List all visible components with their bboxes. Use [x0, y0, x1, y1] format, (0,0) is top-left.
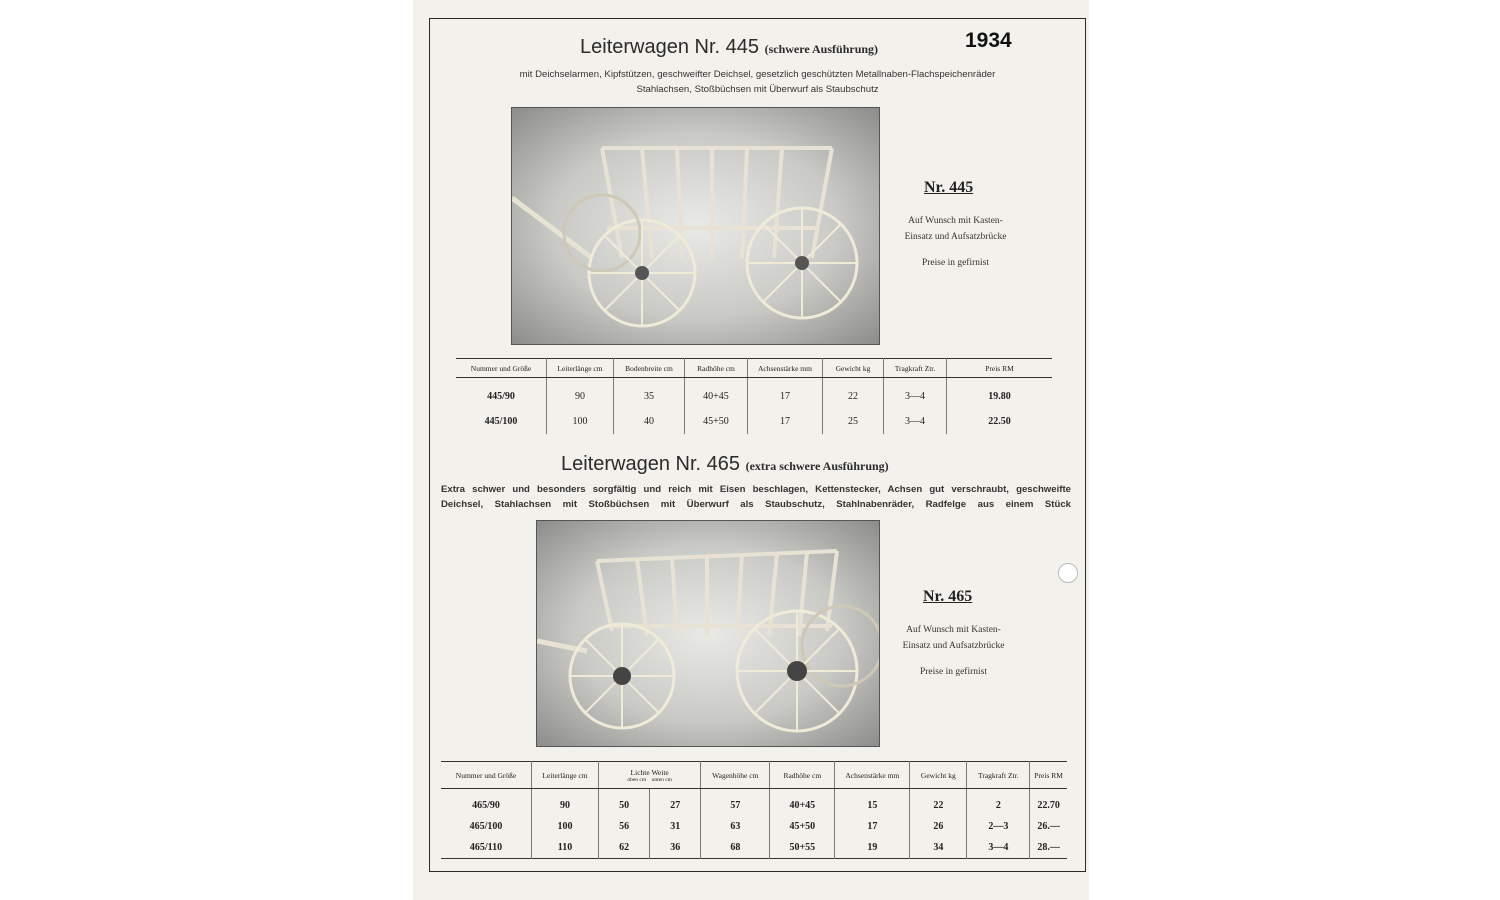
cell: 90	[547, 378, 614, 410]
th-445-3: Radhöhe cm	[685, 359, 748, 378]
table-row	[456, 409, 1052, 434]
cell: 15	[835, 789, 910, 817]
th-445-0: Nummer und Größe	[456, 359, 547, 378]
cell: 45+50	[685, 409, 748, 434]
th-445-1: Leiterlänge cm	[547, 359, 614, 378]
cell: 25	[823, 409, 884, 434]
cell: 465/100	[469, 821, 503, 832]
cell: 17	[748, 378, 823, 410]
th-465-2-label: Lichte Weite	[630, 767, 669, 777]
note-465-line1: Auf Wunsch mit Kasten-	[906, 625, 1001, 635]
cell: 2—3	[967, 816, 1030, 837]
th-465-8: Preis RM	[1030, 762, 1067, 789]
wagon-photo-465	[536, 520, 880, 747]
cell: 36	[650, 837, 701, 859]
th-445-2: Bodenbreite cm	[614, 359, 685, 378]
desc-445-line2: Stahlachsen, Stoßbüchsen mit Überwurf als Staubschutz	[636, 84, 879, 95]
th-465-0: Nummer und Größe	[441, 762, 532, 789]
cell: 22.70	[1030, 789, 1067, 817]
cell: 465/110	[469, 842, 503, 853]
cell: 28.—	[1030, 837, 1067, 859]
cell: 110	[532, 837, 599, 859]
cell: 63	[701, 816, 770, 837]
th-445-7: Preis RM	[947, 359, 1053, 378]
cell: 2	[967, 789, 1030, 817]
cell: 22	[823, 378, 884, 410]
th-445-5: Gewicht kg	[823, 359, 884, 378]
cell: 17	[748, 409, 823, 434]
cell: 445/100	[484, 416, 518, 427]
cell: 22.50	[947, 409, 1053, 434]
title-445-main: Leiterwagen Nr. 445	[580, 36, 760, 58]
th-465-3: Wagenhöhe cm	[701, 762, 770, 789]
cell: 465/90	[472, 800, 500, 811]
desc-465	[441, 482, 1071, 512]
cell: 50+55	[770, 837, 835, 859]
note-445	[893, 213, 1018, 271]
cell: 100	[547, 409, 614, 434]
th-465-6: Gewicht kg	[910, 762, 967, 789]
desc-465-line2: Deichsel, Stahlachsen mit Stoßbüchsen mit Überwurf als Staubschutz, Stahlnabenräder, Radfelge aus einem Stück	[441, 499, 1071, 510]
cell: 45+50	[770, 816, 835, 837]
spec-table-465-header	[441, 762, 1067, 789]
sub-header-unten: unten cm	[651, 776, 672, 783]
note-465	[891, 622, 1016, 680]
cell: 68	[701, 837, 770, 859]
table-row	[441, 816, 1067, 837]
cell: 35	[614, 378, 685, 410]
cell: 40	[614, 409, 685, 434]
sub-header-oben: oben cm	[627, 776, 647, 783]
cell: 57	[701, 789, 770, 817]
cell: 3—4	[967, 837, 1030, 859]
table-row	[456, 378, 1052, 410]
cell: 19	[835, 837, 910, 859]
wagon-445-illustration	[512, 108, 880, 345]
cell: 22	[910, 789, 967, 817]
title-465-subtitle: (extra schwere Ausführung)	[745, 459, 889, 473]
cell: 40+45	[685, 378, 748, 410]
cell: 3—4	[884, 409, 947, 434]
title-465-main: Leiterwagen Nr. 465	[561, 453, 741, 475]
spec-table-465	[441, 761, 1067, 859]
th-465-5: Achsenstärke mm	[835, 762, 910, 789]
note-465-line2: Einsatz und Aufsatzbrücke	[902, 641, 1005, 651]
th-465-1: Leiterlänge cm	[532, 762, 599, 789]
cell: 50	[599, 789, 650, 817]
cell: 40+45	[770, 789, 835, 817]
spec-table-445-header	[456, 359, 1052, 378]
title-445	[580, 36, 878, 59]
th-465-4: Radhöhe cm	[770, 762, 835, 789]
punch-hole	[1058, 563, 1078, 583]
model-label-445: Nr. 445	[924, 179, 974, 196]
desc-445-line1: mit Deichselarmen, Kipfstützen, geschweifter Deichsel, gesetzlich geschützten Metallnaben-Flachspeichenräder	[519, 69, 996, 80]
note-445-line2: Einsatz und Aufsatzbrücke	[904, 232, 1007, 242]
cell: 34	[910, 837, 967, 859]
desc-465-line1: Extra schwer und besonders sorgfältig und reich mit Eisen beschlagen, Kettenstecker, Achsen gut verschraubt, geschweifte	[441, 484, 1071, 495]
cell: 56	[599, 816, 650, 837]
cell: 19.80	[947, 378, 1053, 410]
cell: 27	[650, 789, 701, 817]
cell: 3—4	[884, 378, 947, 410]
cell: 100	[532, 816, 599, 837]
th-465-2-sub	[601, 777, 698, 783]
table-row	[441, 789, 1067, 817]
note-445-line3: Preise in gefirnist	[921, 258, 989, 268]
title-465	[561, 453, 889, 476]
th-445-4: Achsenstärke mm	[748, 359, 823, 378]
note-445-line1: Auf Wunsch mit Kasten-	[908, 216, 1003, 226]
model-label-465: Nr. 465	[923, 588, 973, 605]
th-465-7: Tragkraft Ztr.	[967, 762, 1030, 789]
title-445-subtitle: (schwere Ausführung)	[764, 42, 879, 56]
desc-445	[430, 67, 1085, 97]
spec-table-445	[456, 358, 1052, 434]
cell: 62	[599, 837, 650, 859]
wagon-465-illustration	[537, 521, 880, 747]
cell: 17	[835, 816, 910, 837]
cell: 445/90	[487, 391, 515, 402]
cell: 26.—	[1030, 816, 1067, 837]
year-label: 1934	[965, 29, 1012, 52]
th-445-6: Tragkraft Ztr.	[884, 359, 947, 378]
cell: 26	[910, 816, 967, 837]
cell: 90	[532, 789, 599, 817]
wagon-photo-445	[511, 107, 880, 345]
note-465-line3: Preise in gefirnist	[919, 667, 987, 677]
table-row	[441, 837, 1067, 859]
th-465-2	[599, 762, 701, 789]
cell: 31	[650, 816, 701, 837]
